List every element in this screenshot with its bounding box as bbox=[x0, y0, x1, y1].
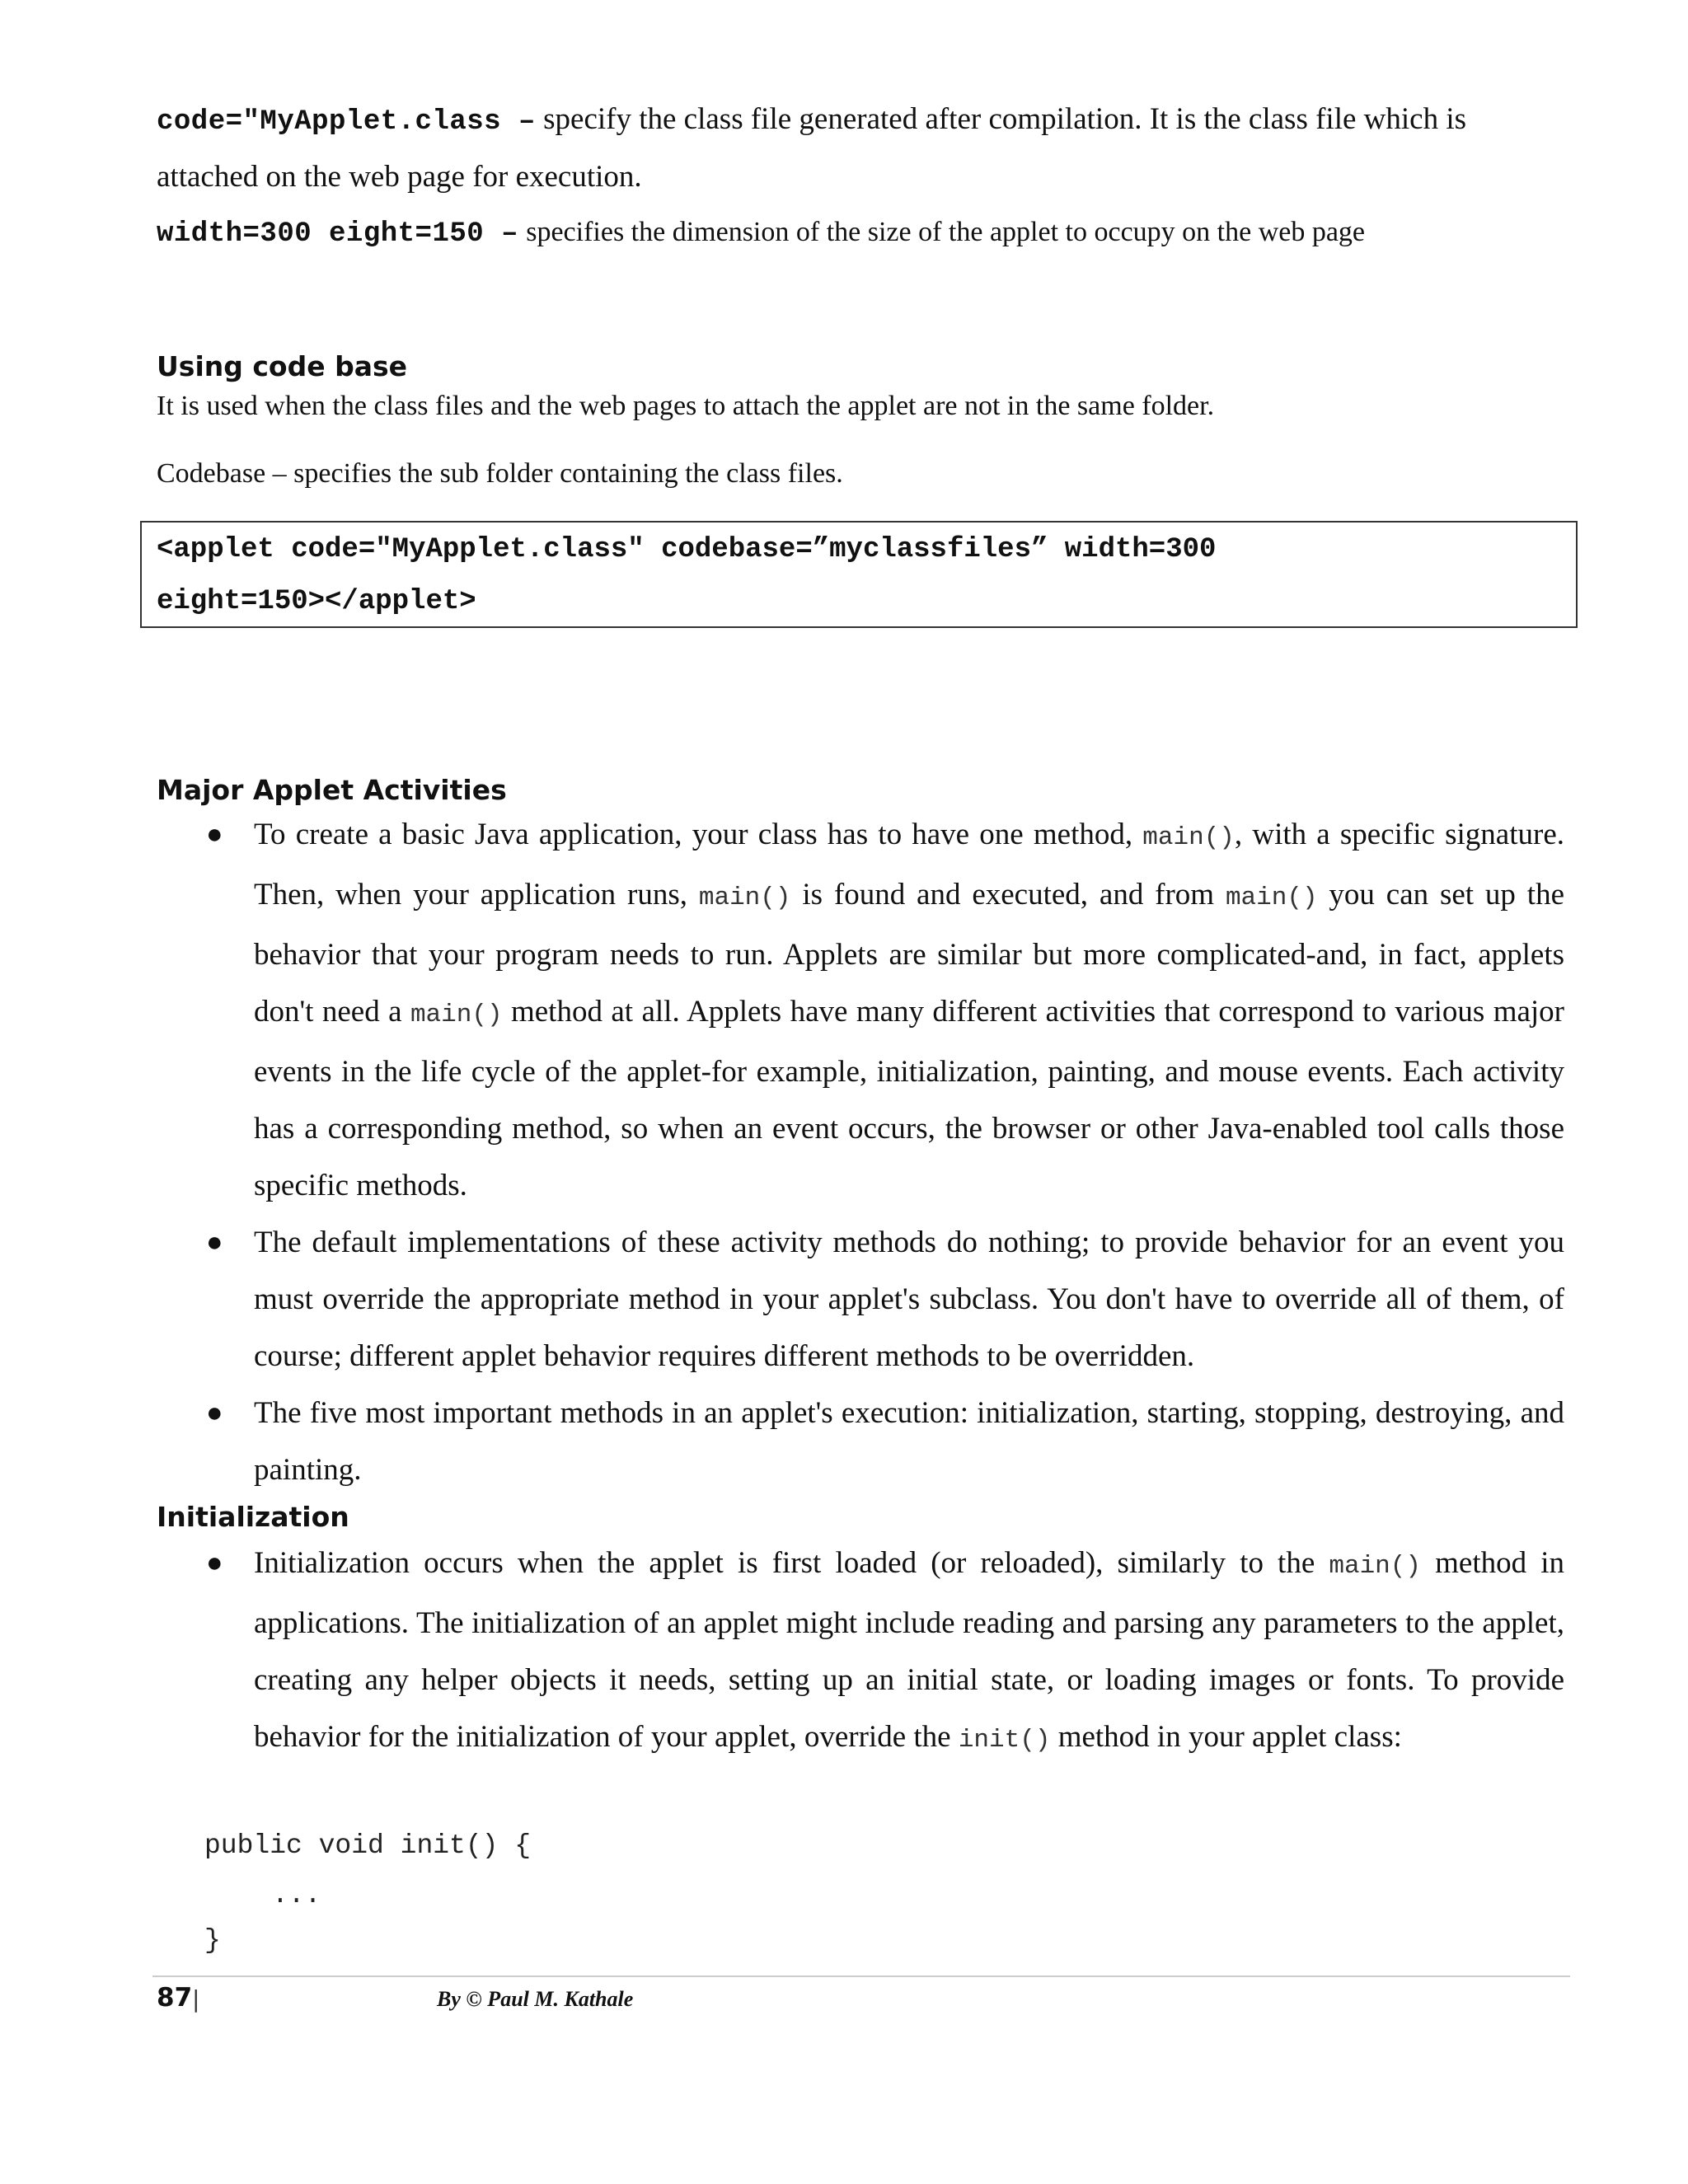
size-attr-term: width=300 eight=150 – bbox=[157, 218, 518, 250]
bullet-dot: ● bbox=[206, 1398, 223, 1428]
text-span: is found and executed, and from bbox=[790, 878, 1226, 912]
text-span: you can set up the behavior that your program needs to run. Applets are similar but more complicated-and, in fact, applets don't need a bbox=[254, 878, 1564, 1029]
code-main: main() bbox=[410, 1001, 503, 1029]
bullet-dot: ● bbox=[206, 1548, 223, 1578]
code-line-1: <applet code="MyApplet.class" codebase=”myclassfiles” width=300 bbox=[157, 534, 1217, 565]
initialization-list bbox=[157, 1535, 1564, 1769]
text-span: To create a basic Java application, your class has to have one method, bbox=[254, 818, 1143, 851]
code-main: main() bbox=[698, 883, 791, 912]
activities-bullet-3 bbox=[157, 1385, 1564, 1498]
text-span: The five most important methods in an applet's execution: initialization, starting, stopping, destroying, and painting. bbox=[254, 1396, 1564, 1487]
size-attr-desc: specifies the dimension of the size of the applet to occupy on the web page bbox=[526, 217, 1366, 247]
activities-list bbox=[157, 806, 1564, 1498]
initialization-heading: Initialization bbox=[157, 1501, 349, 1533]
page-number: 87 bbox=[157, 1983, 193, 2013]
code-main: main() bbox=[1225, 883, 1318, 912]
text-span: method at all. Applets have many different activities that correspond to various major events in the life cycle of the applet-for example, initialization, painting, and mouse events. Each activity has a corresponding method, so when an event occurs, the browser or other Java-enabled tool calls those specific methods. bbox=[254, 995, 1564, 1202]
codebase-heading: Using code base bbox=[157, 350, 407, 382]
code-attr-line bbox=[157, 91, 1564, 151]
initialization-bullet-1 bbox=[157, 1535, 1564, 1769]
footer-author: By © Paul M. Kathale bbox=[437, 1987, 634, 2011]
activities-bullet-1 bbox=[157, 806, 1564, 1214]
code-main: main() bbox=[1329, 1552, 1421, 1581]
code-init: init() bbox=[958, 1726, 1051, 1755]
size-attr-line bbox=[157, 204, 1564, 262]
code-attr-desc: specify the class file generated after compilation. It is the class file which is bbox=[543, 102, 1467, 136]
text-span: Initialization occurs when the applet is first loaded (or reloaded), similarly to the bbox=[254, 1546, 1329, 1580]
code-line-2: eight=150></applet> bbox=[157, 586, 476, 617]
footer-divider bbox=[152, 1975, 1570, 1977]
init-code-line-2: ... bbox=[272, 1880, 321, 1910]
code-attr-term: code="MyApplet.class – bbox=[157, 106, 536, 138]
text-span: The default implementations of these activity methods do nothing; to provide behavior for an event you must override the appropriate method in your applet's subclass. You don't have to override all of them, of course; different applet behavior requires different methods to be overridden. bbox=[254, 1226, 1564, 1373]
code-attr-desc-cont: attached on the web page for execution. bbox=[157, 160, 642, 194]
codebase-line2: Codebase – specifies the sub folder containing the class files. bbox=[157, 458, 843, 489]
bullet-dot: ● bbox=[206, 819, 223, 850]
applet-code-box bbox=[140, 521, 1578, 628]
text-span: method in applications. The initialization of an applet might include reading and parsing any parameters to the applet, creating any helper objects it needs, setting up an initial state, or loading images or fonts. To provide behavior for the initialization of your applet, override the bbox=[254, 1546, 1564, 1754]
init-code-line-1: public void init() { bbox=[204, 1830, 532, 1861]
activities-bullet-2 bbox=[157, 1214, 1564, 1385]
footer-separator: | bbox=[192, 1985, 200, 2013]
codebase-line1: It is used when the class files and the web pages to attach the applet are not in the same folder. bbox=[157, 391, 1215, 421]
init-code-line-3: } bbox=[204, 1925, 221, 1956]
text-span: method in your applet class: bbox=[1050, 1720, 1402, 1754]
text-span: , with a specific signature. Then, when your application runs, bbox=[254, 818, 1565, 912]
code-main: main() bbox=[1142, 823, 1235, 852]
activities-heading: Major Applet Activities bbox=[157, 774, 507, 806]
bullet-dot: ● bbox=[206, 1227, 223, 1258]
